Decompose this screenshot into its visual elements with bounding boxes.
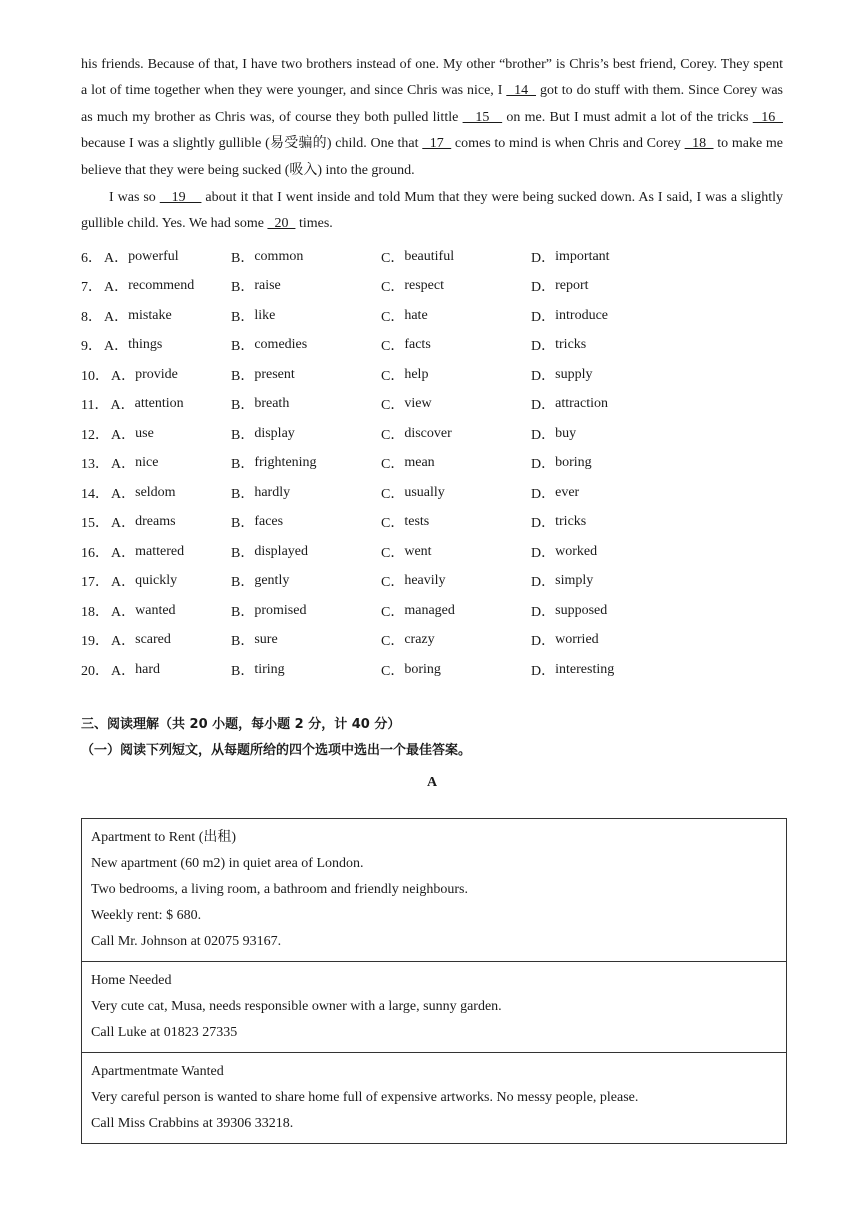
section-3-title: 三、阅读理解（共 20 小题，每小题 2 分，计 40 分） [81, 717, 401, 733]
option-letter: C． [381, 427, 405, 443]
option-letter: B． [231, 398, 255, 414]
option-letter: C． [381, 516, 405, 532]
option-text: interesting [555, 661, 615, 677]
blank-15: 15 [462, 109, 503, 125]
question-number: 13． [81, 457, 109, 473]
option-text: boring [555, 455, 592, 471]
option-text: discover [404, 425, 452, 441]
option-row [81, 271, 783, 301]
option-b [231, 276, 381, 296]
option-letter: B． [231, 663, 255, 679]
blank-20: 20 [267, 216, 296, 232]
option-text: report [555, 278, 589, 294]
question-number: 15． [81, 516, 109, 532]
option-text: present [254, 366, 295, 382]
ad-title: Apartmentmate Wanted [91, 1064, 224, 1079]
option-letter: C． [381, 339, 405, 355]
cloze-paragraph-1 [81, 52, 783, 184]
option-text: facts [404, 337, 431, 353]
exam-page [81, 52, 783, 797]
option-text: boring [404, 661, 441, 677]
option-d [531, 335, 681, 355]
option-letter: B． [231, 309, 255, 325]
option-text: important [555, 248, 610, 264]
option-row [81, 389, 783, 419]
passage-text: about it that I went inside and told Mum that they were being sucked down. As I said, I was a slightly gullible child. Yes. We had some [81, 190, 783, 232]
option-letter: C． [381, 368, 405, 384]
option-c [381, 542, 531, 562]
option-c [381, 660, 531, 680]
option-d [531, 660, 681, 680]
option-letter: C． [381, 575, 405, 591]
option-text: provide [135, 366, 178, 382]
option-letter: C． [381, 545, 405, 561]
ad-box [82, 1053, 786, 1143]
question-number: 11． [81, 398, 109, 414]
option-row [81, 655, 783, 685]
option-text: comedies [254, 337, 308, 353]
option-letter: B． [231, 339, 255, 355]
option-text: gently [254, 573, 290, 589]
option-d [531, 630, 681, 650]
option-text: dreams [135, 514, 176, 530]
option-text: promised [254, 602, 307, 618]
option-text: ever [555, 484, 580, 500]
ad-line: Two bedrooms, a living room, a bathroom and friendly neighbours. [91, 882, 468, 897]
option-a [81, 247, 231, 267]
option-b [231, 453, 381, 473]
option-row [81, 448, 783, 478]
question-number: 9． [81, 339, 102, 355]
option-letter: A． [104, 280, 129, 296]
question-number: 10． [81, 368, 109, 384]
option-b [231, 306, 381, 326]
option-letter: C． [381, 663, 405, 679]
option-letter: B． [231, 545, 255, 561]
option-c [381, 276, 531, 296]
passage-text: because I was a slightly gullible (易受骗的) child. One that [81, 136, 423, 152]
ad-title: Apartment to Rent (出租) [91, 830, 237, 845]
option-text: heavily [404, 573, 446, 589]
option-c [381, 453, 531, 473]
option-text: mean [404, 455, 435, 471]
option-b [231, 601, 381, 621]
option-text: help [404, 366, 429, 382]
option-letter: D． [531, 368, 556, 384]
ad-line: Call Luke at 01823 27335 [91, 1025, 238, 1040]
option-text: attraction [555, 396, 608, 412]
option-letter: A． [111, 604, 136, 620]
option-row [81, 478, 783, 508]
ad-line: New apartment (60 m2) in quiet area of London. [91, 856, 364, 871]
option-text: quickly [135, 573, 178, 589]
option-c [381, 335, 531, 355]
option-letter: C． [381, 280, 405, 296]
ad-line: Call Mr. Johnson at 02075 93167. [91, 934, 282, 949]
passage-text: his friends. Because of that, I have two brothers instead of one. My other “brother” is Chris’s best friend, Corey. They spent a lot of time together when they were younger, and since Chris was nice, I [81, 57, 783, 99]
option-text: frightening [254, 455, 317, 471]
option-letter: D． [531, 398, 556, 414]
option-letter: A． [104, 250, 129, 266]
ad-box [82, 819, 786, 962]
option-text: usually [404, 484, 445, 500]
option-text: managed [404, 602, 455, 618]
option-a [81, 276, 231, 296]
option-letter: D． [531, 663, 556, 679]
option-a [81, 483, 231, 503]
option-row [81, 242, 783, 272]
option-b [231, 247, 381, 267]
option-a [81, 601, 231, 621]
option-letter: C． [381, 486, 405, 502]
blank-14: 14 [506, 83, 537, 99]
option-c [381, 424, 531, 444]
option-letter: D． [531, 545, 556, 561]
option-letter: D． [531, 604, 556, 620]
passage-text: to make me believe that they were being sucked (吸入) into the ground. [81, 136, 784, 178]
option-c [381, 630, 531, 650]
option-text: beautiful [404, 248, 455, 264]
option-text: tests [404, 514, 430, 530]
option-text: mistake [128, 307, 172, 323]
option-a [81, 365, 231, 385]
option-letter: B． [231, 280, 255, 296]
option-text: scared [135, 632, 171, 648]
option-text: went [404, 543, 432, 559]
option-letter: B． [231, 368, 255, 384]
option-row [81, 301, 783, 331]
option-d [531, 601, 681, 621]
passage-text: on me. But I must admit a lot of the tricks [502, 109, 753, 125]
option-row [81, 537, 783, 567]
question-number: 12． [81, 427, 109, 443]
blank-16: 16 [752, 109, 783, 125]
option-b [231, 630, 381, 650]
option-letter: B． [231, 575, 255, 591]
question-number: 18． [81, 604, 109, 620]
ad-title: Home Needed [91, 973, 172, 988]
question-number: 7． [81, 280, 102, 296]
passage-text: I was so [109, 190, 160, 206]
section-3-subtitle: （一）阅读下列短文，从每题所给的四个选项中选出一个最佳答案。 [81, 743, 472, 759]
option-letter: C． [381, 634, 405, 650]
option-text: like [254, 307, 276, 323]
option-b [231, 660, 381, 680]
question-number: 17． [81, 575, 109, 591]
option-letter: A． [111, 368, 136, 384]
option-a [81, 542, 231, 562]
option-row [81, 507, 783, 537]
option-d [531, 512, 681, 532]
option-letter: A． [111, 427, 136, 443]
ad-line: Very careful person is wanted to share home full of expensive artworks. No messy people, please. [91, 1090, 639, 1105]
question-number: 16． [81, 545, 109, 561]
option-c [381, 306, 531, 326]
option-letter: B． [231, 486, 255, 502]
question-number: 20． [81, 663, 109, 679]
option-letter: C． [381, 398, 405, 414]
option-text: things [128, 337, 163, 353]
option-text: nice [135, 455, 159, 471]
option-text: faces [254, 514, 284, 530]
option-text: crazy [404, 632, 435, 648]
option-c [381, 571, 531, 591]
option-text: raise [254, 278, 281, 294]
cloze-paragraph-2 [81, 185, 783, 238]
option-a [81, 424, 231, 444]
option-text: supposed [555, 602, 608, 618]
option-a [81, 512, 231, 532]
option-text: wanted [135, 602, 176, 618]
option-text: recommend [128, 278, 195, 294]
option-text: display [254, 425, 295, 441]
option-row [81, 360, 783, 390]
option-letter: A． [111, 457, 136, 473]
passage-text: times. [295, 216, 333, 232]
option-letter: A． [111, 575, 136, 591]
ad-line: Very cute cat, Musa, needs responsible owner with a large, sunny garden. [91, 999, 502, 1014]
option-c [381, 247, 531, 267]
option-letter: D． [531, 250, 556, 266]
option-letter: B． [231, 457, 255, 473]
option-letter: A． [104, 339, 129, 355]
passage-label: A [426, 775, 438, 791]
passage-text: got to do stuff with them. Since Corey was as much my brother as Chris was, of course they both pulled little [81, 83, 784, 125]
option-c [381, 512, 531, 532]
option-b [231, 512, 381, 532]
option-text: worried [555, 632, 599, 648]
option-b [231, 542, 381, 562]
option-d [531, 453, 681, 473]
option-a [81, 394, 231, 414]
option-b [231, 365, 381, 385]
option-letter: A． [111, 486, 136, 502]
option-b [231, 571, 381, 591]
option-text: powerful [128, 248, 179, 264]
option-letter: D． [531, 634, 556, 650]
option-a [81, 306, 231, 326]
option-letter: B． [231, 516, 255, 532]
option-letter: A． [111, 634, 136, 650]
option-letter: A． [111, 663, 136, 679]
blank-19: 19 [159, 190, 202, 206]
option-text: simply [555, 573, 594, 589]
question-number: 19． [81, 634, 109, 650]
option-letter: D． [531, 339, 556, 355]
option-text: respect [404, 278, 444, 294]
question-number: 8． [81, 309, 102, 325]
option-letter: D． [531, 427, 556, 443]
option-c [381, 365, 531, 385]
option-a [81, 660, 231, 680]
option-b [231, 335, 381, 355]
option-text: worked [555, 543, 598, 559]
option-letter: C． [381, 250, 405, 266]
option-letter: A． [111, 516, 136, 532]
option-c [381, 601, 531, 621]
option-d [531, 483, 681, 503]
passage-text: comes to mind is when Chris and Corey [451, 136, 685, 152]
option-c [381, 394, 531, 414]
option-d [531, 424, 681, 444]
option-letter: B． [231, 427, 255, 443]
blank-17: 17 [422, 136, 452, 152]
option-row [81, 330, 783, 360]
option-text: supply [555, 366, 593, 382]
option-letter: C． [381, 457, 405, 473]
option-b [231, 394, 381, 414]
option-letter: D． [531, 280, 556, 296]
option-text: buy [555, 425, 577, 441]
option-letter: D． [531, 457, 556, 473]
option-text: tiring [254, 661, 285, 677]
option-d [531, 542, 681, 562]
option-row [81, 419, 783, 449]
option-letter: B． [231, 634, 255, 650]
option-text: hard [135, 661, 161, 677]
option-text: tricks [555, 337, 587, 353]
option-text: hardly [254, 484, 291, 500]
option-text: breath [254, 396, 290, 412]
option-d [531, 276, 681, 296]
ad-line: Weekly rent: $ 680. [91, 908, 202, 923]
option-c [381, 483, 531, 503]
option-text: attention [134, 396, 184, 412]
option-text: seldom [135, 484, 176, 500]
option-text: view [404, 396, 432, 412]
option-a [81, 335, 231, 355]
option-text: introduce [555, 307, 608, 323]
option-text: sure [254, 632, 278, 648]
option-d [531, 571, 681, 591]
option-row [81, 566, 783, 596]
option-b [231, 483, 381, 503]
option-d [531, 306, 681, 326]
option-row [81, 596, 783, 626]
option-letter: C． [381, 309, 405, 325]
question-number: 14． [81, 486, 109, 502]
options-table [81, 242, 783, 685]
option-letter: A． [111, 545, 136, 561]
option-letter: B． [231, 250, 255, 266]
option-row [81, 625, 783, 655]
option-d [531, 247, 681, 267]
option-letter: D． [531, 516, 556, 532]
option-a [81, 453, 231, 473]
option-letter: D． [531, 575, 556, 591]
option-d [531, 365, 681, 385]
option-text: hate [404, 307, 428, 323]
option-text: displayed [254, 543, 308, 559]
ad-line: Call Miss Crabbins at 39306 33218. [91, 1116, 294, 1131]
option-text: use [135, 425, 154, 441]
option-text: tricks [555, 514, 587, 530]
option-letter: D． [531, 486, 556, 502]
option-letter: A． [110, 398, 135, 414]
option-b [231, 424, 381, 444]
option-a [81, 571, 231, 591]
option-letter: B． [231, 604, 255, 620]
ad-box [82, 962, 786, 1053]
option-a [81, 630, 231, 650]
question-number: 6． [81, 250, 102, 266]
option-letter: C． [381, 604, 405, 620]
ads-table [81, 818, 787, 1144]
option-letter: D． [531, 309, 556, 325]
blank-18: 18 [684, 136, 714, 152]
option-d [531, 394, 681, 414]
option-text: common [254, 248, 304, 264]
option-letter: A． [104, 309, 129, 325]
option-text: mattered [135, 543, 185, 559]
